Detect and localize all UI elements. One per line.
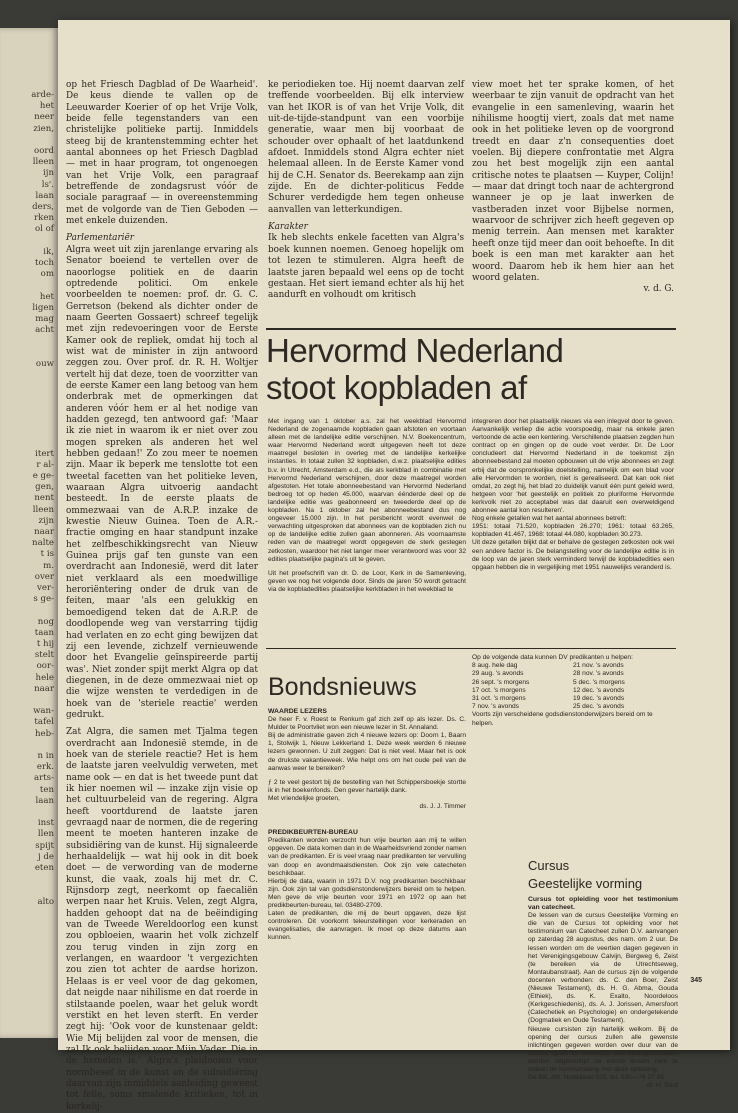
bondsnieuws-title: Bondsnieuws: [268, 673, 417, 701]
dates-row: [472, 670, 674, 678]
predikbeurten-paragraph: Laten de predikanten, die mij de beurt opgaven, deze lijst controleren. Dit voorkomt teleurstellingen voor kerkeraden en evangelisaties, die aanvragen. Ik moet op deze datums aan kunnen.: [268, 910, 466, 942]
date-right: 28 nov. 's avonds: [573, 670, 624, 678]
col1-paragraph: Zat Algra, die samen met Tjalma tegen overdracht aan Indonesië stemde, in de hoek van de steriele reactie? Het is hem de laatste jaren veelvuldig verweten, met name ook — en dat is het tweede punt dat ik hier noemen wil — inzake zijn visie op het cultuurbeleid van de regering. Algra heeft voortdurend de laatste jaren gevraagd naar de normen, die de regering meent te moeten hanteren inzake de subsidiëring van de kunst. Hij signaleerde herhaaldelijk — wat hij ook in dit boek doet — de verwording van de moderne kunst, die vaak, zoals hij met dr. C. Rijnsdorp zegt, neerkomt op faecaliën werpen naar het Kruis. Velen, zegt Algra, hadden gehoopt dat na de beëindiging van de Tweede Wereldoorlog een kunst zou opbloeien, waarin het volk zichzelf zou terug vinden in zijn zorg en verlangen, en waardoor 't vergezichten zou zien tot achter de aardse horizon. Helaas is er veel voor de dag gekomen, dat neigde naar nihilisme en dat roerde in stilstaande poelen, waar het geluk wordt verstikt en het leven sterft. En verder zegt hij: 'Ook voor de kunstenaar geldt: Wie Mij belijden zal voor de mensen, die zal Ik ook belijden voor Mijn Vader, Die in de hemelen is.' Algra's pleidooien voor normbesef in de kunst en de subsidiëring daarvan zijn inmiddels aanleiding geweest tot felle, soms smalende kritieken, tot in kerkelij-: [66, 727, 258, 1112]
dates-row: [472, 687, 674, 695]
column-2: [268, 80, 464, 302]
date-left: 8 aug. hele dag: [472, 662, 518, 670]
article-paragraph: integreren door het plaatselijk nieuws via een inlegvel door te geven. Aanvankelijk verliep die actie voorspoedig, maar na enkele jaren vertoonde de actie een kentering. Verschillende plaatsen zegden hun contract op en gingen op de oude voet verder. Dr. De Loor concludeert dat Hervormd Nederland in de toekomst zijn abonneebestand zal moeten opbouwen uit de vrije abonnees en zegt erbij dat de oorspronkelijke doelstelling, namelijk om een blad voor alle Hervormden te worden, niet is gerealiseerd. Dat kan ook niet omdat, zo zegt hij, het blad zo duidelijk vanuit één punt geleid werd, hetgeen voor 'het geestelijk en politiek zo pluriforme Hervormde kerkvolk niet zo acceptabel was dat daaruit een overweldigend abonnee aantal kon resulteren'.: [472, 418, 674, 515]
date-left: 26 sept. 's morgens: [472, 678, 530, 686]
magazine-page: [58, 20, 730, 1112]
cursus-paragraph: De Bilt, Alfr. Nobellaan 525, tel. 030—76 27 85.: [528, 1074, 666, 1082]
headline-line-2: stoot kopbladen af: [266, 369, 527, 406]
dates-row: [472, 695, 674, 703]
date-right: 21 nov. 's avonds: [573, 662, 624, 670]
predikbeurten-paragraph: Hierbij de data, waarin in 1971 D.V. nog predikanten beschikbaar zijn. Ook zijn tal van godsdienstonderwijzers bereid om te helpen. Men geve de vrije beurten voor 1971 en 1972 op aan het predikbeurten-bureau, tel. 03480-2709.: [268, 877, 466, 909]
date-right: 12 dec. 's avonds: [573, 686, 625, 694]
bondsnieuws-paragraph: Bij de administratie gaven zich 4 nieuwe lezers op: Doorn 1, Baarn 1, Stolwijk 1, Nieuw Lekkerland 1. Deze week werden 6 nieuwe lezers gewonnen. U zult zeggen: Dat is niet veel. Maar het is ook de drukste vakantieweek. Wie helpt ons om het oude peil van de aanwas weer te bereiken?: [268, 732, 466, 772]
dates-intro: Op de volgende data kunnen DV predikanten u helpen:: [472, 654, 633, 661]
dates-outro: Voorts zijn verscheidene godsdienstonderwijzers bereid om te helpen.: [472, 711, 653, 727]
article-column-left: [268, 418, 466, 594]
bondsnieuws-paragraph: ƒ 2 te veel gestort bij de bestelling van het Schippersboekje stortte ik in het boekenfonds. Den gever hartelijk dank.: [268, 778, 466, 794]
dates-row: [472, 662, 674, 670]
section-rule: [266, 328, 676, 330]
article-paragraph: 1951: totaal 71.520, kopbladen 26.270; 1961: totaal 63.265, kopbladen 41.467, 1968: totaal 44.080, kopbladen 30.273.: [472, 523, 674, 539]
date-left: 17 oct. 's morgens: [472, 686, 526, 694]
article-paragraph: Met ingang van 1 oktober a.s. zal het weekblad Hervormd Nederland de zogenaamde kopbladen gaan afstoten en voortaan alleen met de landelijke editie verschijnen. N.V. Boekencentrum, waar Hervormd Nederland wordt uitgegeven heeft tot deze maatregel besloten in overleg met de landelijke kerkelijke instanties. In totaal zullen 32 kopbladen, d.w.z. plaatselijke edities b.v. in Utrecht, Amsterdam e.d., die als kerkblad in combinatie met Hervormd Nederland verschijnen, door deze maatregel worden afgestoten. Het totale abonneebestand van Hervormd Nederland bedroeg tot op heden 45.000, waarvan éénderde deel op de landelijke editie was geabonneerd en tweederde deel op de kopbladen. Na 1 oktober zal het abonneebestand dus nog ongeveer 15.000 zijn. In het persbericht wordt evenwel de verwachting uitgesproken dat abonnees van de kopbladen zich nu op de landelijke editie zullen gaan abonneren. Als voornaamste reden van de maatregel wordt opgegeven de sterk gestegen zetkosten, waardoor het niet langer meer verantwoord was voor 32 edities plaatselijke pagina's uit te geven.: [268, 418, 466, 563]
col1-paragraph: op het Friesch Dagblad of De Waarheid'. De keus diende te vallen op de Leeuwarder Koerier of op het Vrije Volk, beide felle tegenstanders van een christelijke politieke partij. Inmiddels steeg bij de krantenstemming echter het aantal abonnees op het Friesch Dagblad — met in haar program, tot ongenoegen van het Vrije Volk, een paragraaf betreffende de zondagsrust vóór de sociale paragraaf — in overeenstemming met de volgorde van de Tien Geboden — met enkele duizenden.: [66, 80, 258, 227]
cursus-paragraph: Nieuwe cursisten zijn hartelijk welkom. Bij de opening der cursus zullen alle gewenste inlichtingen gegeven worden over duur van de cursus, opzet en werkwijze. Alle belangstellenden worden uitgenodigd de eerste lessen mee te maken ter kennismaking met deze opleiding.: [528, 1025, 678, 1073]
bondsnieuws-kicker: WAARDE LEZERS: [268, 708, 327, 715]
headline-line-1: Hervormd Nederland: [266, 332, 564, 369]
dates-list: [472, 654, 674, 728]
column-1: [66, 80, 258, 1113]
left-page-edge: [0, 28, 58, 1038]
col1-paragraph: Algra weet uit zijn jarenlange ervaring als Senator boeiend te vertellen over de naoorlogse politiek en de daarin optredende politici. Om enkele voorbeelden te noemen: prof. dr. G. C. Gerretson (bekend als dichter onder de naam Geerten Gossaert) schreef tegelijk met zijn redevoeringen voor de Eerste Kamer ook de repliek, omdat hij toch al wist wat de minister in zijn antwoord zeggen zou. Over prof. dr. R. H. Woltjer vertelt hij dat deze, toen de voorzitter van de eerste Kamer een lang betoog van hem onderbrak met de opmerkingen dat anderen vóór hem er al het nodige van hadden gezegd, ten antwoord gaf: 'Maar ik zie niet in waarom ik er niet over zou mogen spreken als anderen het wel hebben gedaan!' Zo zou meer te noemen zijn. Maar ik beperk me tenslotte tot een tweetal facetten van het politieke leven, waaraan Algra uitvoerig aandacht besteedt. In de eerste plaats de ommezwaai van de A.R.P. inzake de kwestie Nieuw Guinea. Toen de A.R.-fractie omging en haar standpunt inzake het zelfbeschikkingsrecht van Nieuw Guinea prijs gaf ten gunste van een overdracht aan Indonesië, werd dit later niet verklaard als een moedwillige heroriëntering onder de druk van de feiten, maar 'als een gelukkig en bemoedigend teken dat de A.R.P. de doodlopende weg van verstarring tijdig had verlaten en zo echt ging bewijzen dat zij een levende, zichzelf vernieuwende door het Evangelie geïnspireerde partij was'. Niet zonder spijt merkt Algra op dat diegenen, in de deze ommezwaai niet op die wijze wensten te verdedigen in de hoek van de 'steriele reactie' werden gedrukt.: [66, 244, 258, 720]
article-column-right: [472, 418, 674, 572]
signature-vdg: v. d. G.: [643, 284, 674, 295]
cursus-body: [528, 896, 678, 1090]
cursus-paragraph: De lessen van de cursus Geestelijke Vorming en die van de Cursus tot opleiding voor het testimonium van Catecheet zullen D.V. aanvangen op zaterdag 28 augustus, des nam. om 2 uur. De lessen worden om de veertien dagen gegeven in het Verenigingsgebouw Calvijn, Bergweg 6, Zeist (te bereiken via de Utrechtseweg, Montaubanstraat). Aan de cursus zijn de volgende docenten verbonden: ds. C. den Boer, Zeist (Nieuwe Testament), ds. H. G. Abma, Gouda (Ethiek), ds. K. Exalto, Noordeloos (Kerkgeschiedenis), ds. A. J. Jorissen, Amersfoort (Catechetiek en Psychologie) en ondergetekende (Dogmatiek en Oude Testament).: [528, 912, 678, 1025]
bondsnieuws-paragraph: Met vriendelijke groeten,: [268, 794, 340, 802]
subheading-karakter: Karakter: [268, 222, 308, 233]
col2-paragraph: ke periodieken toe. Hij noemt daarvan zelf treffende voorbeelden. Bij elk interview van het IKOR is of van het Vrije Volk, dit uit-de-tijde-standpunt van een voorbije generatie, waar men bij voorbaat de schouder over ophaalt of het laatdunkend afdoet. Inmiddels stond Algra echter niet helemaal alleen. In de Eerste Kamer vond hij de C.H. Senator ds. Beerekamp aan zijn zijde. En de dichter-politicus Fedde Schurer verdedigde hem tegen onheuse aanvallen van letterkundigen.: [268, 80, 464, 215]
section-rule: [266, 648, 676, 649]
date-right: 19 dec. 's avonds: [573, 695, 625, 703]
page-number: 345: [690, 977, 702, 984]
col2-paragraph: Ik heb slechts enkele facetten van Algra's boek kunnen noemen. Genoeg hopelijk om tot lezen te stimuleren. Algra heeft de laatste jaren bepaald wel eens op de tocht gestaan. Het siert iemand echter als hij het aandurft en volhoudt om kritisch: [268, 233, 464, 301]
date-left: 29 aug. 's avonds: [472, 670, 524, 678]
predikbeurten-kicker: PREDIKBEURTEN-BUREAU: [268, 829, 358, 837]
cursus-signature: dr. H. Bout: [646, 1082, 678, 1090]
article-paragraph: Uit deze getallen blijkt dat er behalve de gestegen zetkosten ook wel een andere factor is. De belangstelling voor de landelijke editie is in de loop van de jaren sterk verminderd terwijl de kopbladedities een opgaan hebben die in vergelijking met 1951 nauwelijks veranderd is.: [472, 539, 674, 571]
column-3: [472, 80, 674, 296]
predikbeurten-paragraph: Predikanten worden verzocht hun vrije beurten aan mij te willen opgeven. De data komen dan in de Waarheidsvriend zonder namen van de predikanten. Er is veel vraag naar predikanten ter vervulling van doop en avondmaalsdiensten. Ook zijn vele catecheten beschikbaar.: [268, 837, 466, 877]
dates-row: [472, 703, 674, 711]
article-headline: [266, 332, 726, 406]
date-right: 25 dec. 's avonds: [573, 703, 625, 711]
col3-paragraph: view moet het ter sprake komen, of het weerbaar te zijn vanuit de opdracht van het evangelie in een samenleving, waarin het nihilisme hoogtij viert, zoals dat met name ook in het politieke leven op de voorgrond treedt en daar z'n consequenties doet voelen. Bij diepere confrontatie met Algra zou het best mogelijk zijn een aantal critische notes te plaatsen — Kuyper, Colijn! — maar dat dringt toch naar de achtergrond wanneer je op je laat inwerken de vastberaden inzet voor Bijbelse normen, waarvoor de schrijver zich heeft gegeven op menig terrein. Aan mensen met karakter heeft onze tijd meer dan ooit behoefte. In dit boek is een man met karakter aan het woord. Daarom heb ik hem hier aan het woord gelaten.: [472, 80, 674, 283]
bondsnieuws-paragraph: De heer F. v. Roest te Renkum gaf zich zelf op als lezer. Ds. C. Mulder te Poortvliet won een nieuwe lezer in St. Annaland.: [268, 716, 466, 732]
date-left: 31 oct. 's morgens: [472, 695, 526, 703]
subheading-parlementarier: Parlementariër: [66, 233, 135, 244]
left-page-fragments: arde- het neer zien, oord lleen ijn ls'. laan ders, rken ol of ik, toch om het ligen mag acht ouw itert r al- e ge- gen, nent lleen zijn naar nalte t is m. over ver- s ge- nog taan t hij stelt oor- hele naar wan- tafel heb- n in erk. arts- ten laan inst llen spijt j de eten alto: [31, 90, 54, 907]
bondsnieuws-signature: ds. J. J. Timmer: [419, 803, 466, 811]
cursus-label: Cursus: [528, 858, 570, 873]
article-paragraph: Nog enkele getallen wat het aantal abonnees betreft:: [472, 515, 627, 523]
cursus-kicker: Cursus tot opleiding voor het testimonium van catecheet.: [528, 896, 678, 912]
cursus-title: Geestelijke vorming: [528, 876, 643, 891]
article-paragraph: Uit het proefschrift van dr. D. de Loor, Kerk in de Samenleving, geven we nog het volgende door. Sinds de jaren '50 wordt getracht via de kopbladedities plaatselijke kerkbladen in het weekblad te: [268, 569, 466, 593]
date-left: 7 nov. 's avonds: [472, 703, 519, 711]
bondsnieuws-body: [268, 708, 466, 942]
dates-row: [472, 679, 674, 687]
date-right: 5 dec. 's morgens: [573, 678, 625, 686]
